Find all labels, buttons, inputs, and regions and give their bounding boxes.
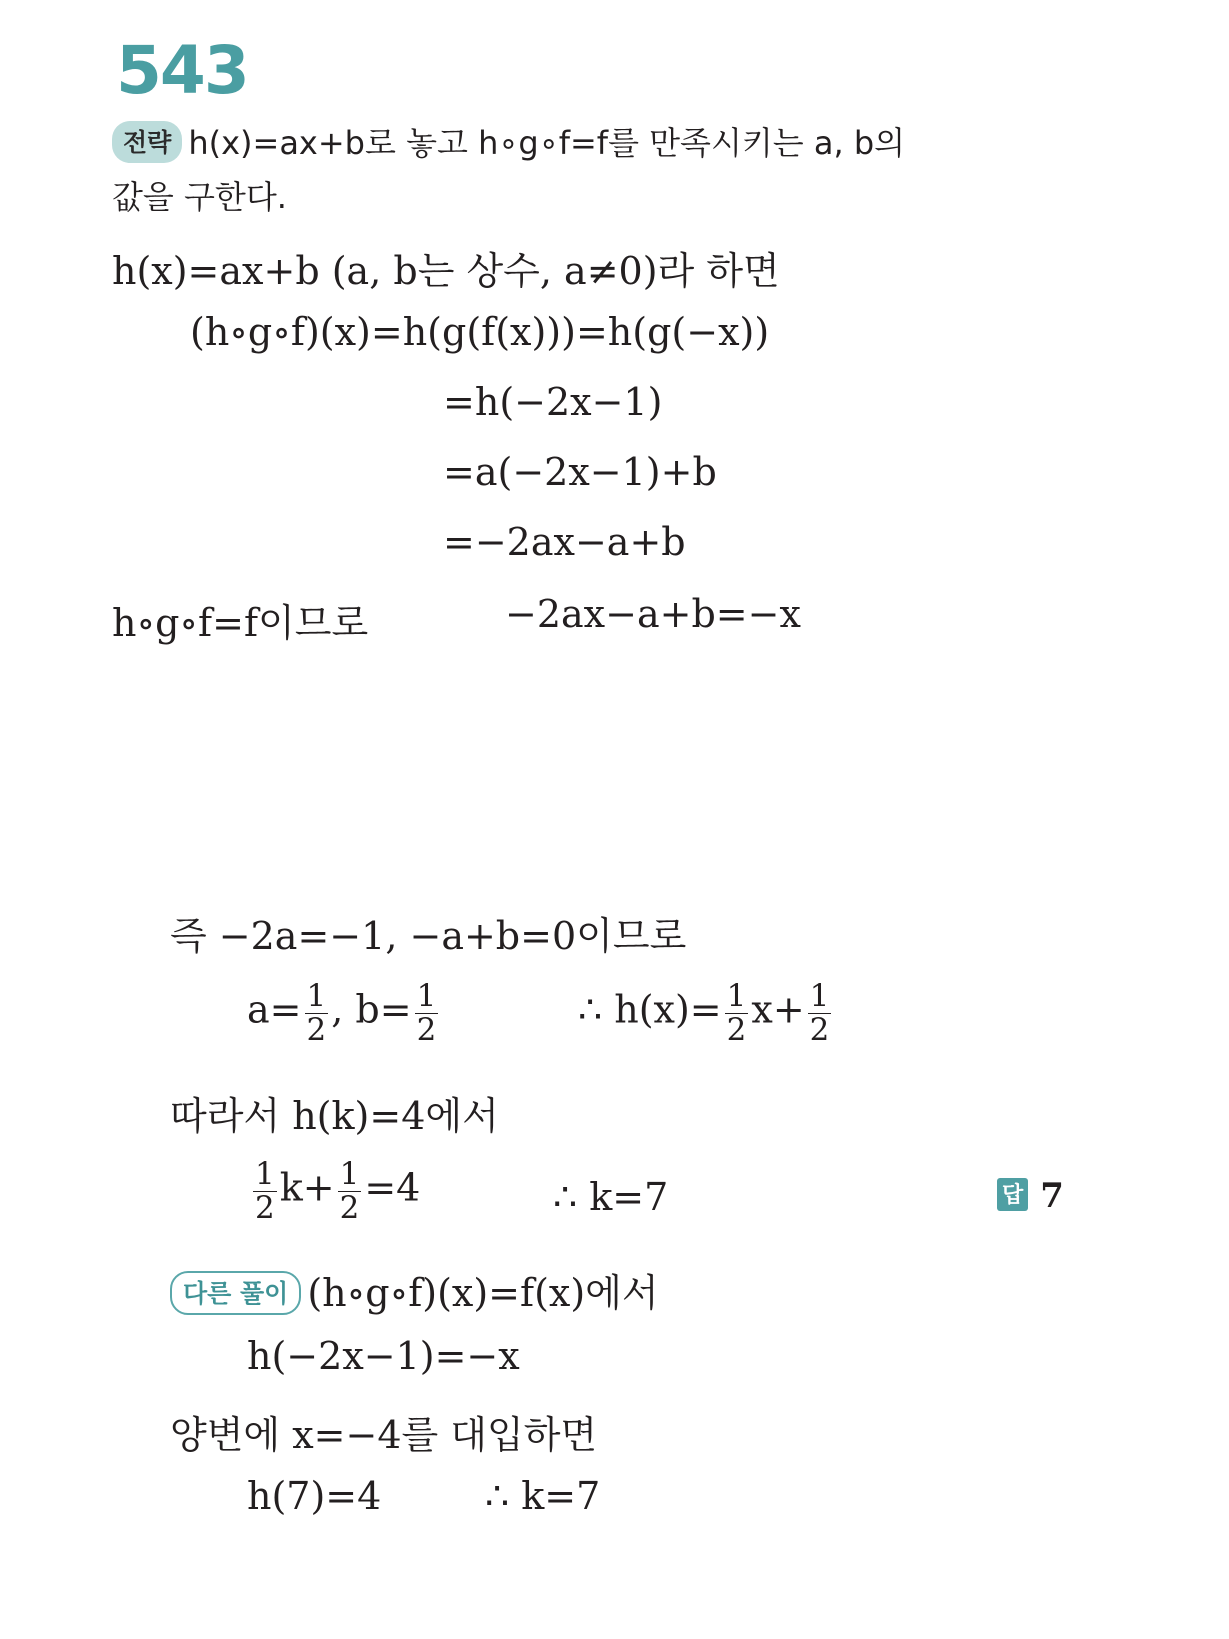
therefore-h: ∴ h(x)= — [578, 987, 722, 1032]
answer-value: 7 — [1040, 1176, 1064, 1216]
fraction-one-half: $\frac{1}{2}$ — [809, 978, 830, 1048]
solution-line-2: (h∘g∘f)(x)=h(g(f(x)))=h(g(−x)) — [190, 310, 770, 354]
solution-line-7: 즉 −2a=−1, −a+b=0이므로 — [170, 914, 687, 958]
solution-line-10-left — [250, 1158, 420, 1224]
solution-line-1: h(x)=ax+b (a, b는 상수, a≠0)라 하면 — [112, 249, 780, 293]
solution-line-10-right: ∴ k=7 — [553, 1175, 669, 1219]
a-equals: a= — [247, 987, 302, 1032]
problem-number: 543 — [116, 32, 248, 109]
k-plus: k+ — [279, 1165, 335, 1210]
alt-solution-badge: 다른 풀이 — [170, 1271, 301, 1315]
solution-line-8-left — [247, 980, 441, 1046]
strategy-text-1: h(x)=ax+b로 놓고 h∘g∘f=f를 만족시키는 a, b의 — [188, 124, 906, 162]
strategy-badge: 전략 — [112, 121, 182, 163]
b-equals: , b= — [331, 987, 412, 1032]
alt-line-3: 양변에 x=−4를 대입하면 — [170, 1413, 598, 1457]
strategy-line-1 — [112, 118, 905, 164]
fraction-one-half: $\frac{1}{2}$ — [339, 1156, 360, 1226]
fraction-one-half: $\frac{1}{2}$ — [255, 1156, 275, 1226]
fraction-one-half: $\frac{1}{2}$ — [416, 978, 437, 1048]
solution-line-6-right: −2ax−a+b=−x — [505, 592, 801, 636]
solution-line-3: =h(−2x−1) — [443, 380, 663, 424]
x-plus: x+ — [751, 987, 805, 1032]
solution-line-5: =−2ax−a+b — [443, 520, 686, 564]
equals-four: =4 — [364, 1165, 421, 1210]
fraction-one-half: $\frac{1}{2}$ — [726, 978, 747, 1048]
strategy-text-2: 값을 구한다. — [112, 178, 287, 216]
alt-line-4-right: ∴ k=7 — [485, 1474, 601, 1518]
solution-line-8-right — [578, 980, 834, 1046]
alt-line-4-left: h(7)=4 — [247, 1474, 382, 1518]
alt-text-1: (h∘g∘f)(x)=f(x)에서 — [307, 1271, 659, 1315]
answer-badge: 답 — [997, 1178, 1028, 1211]
alt-line-2: h(−2x−1)=−x — [247, 1334, 520, 1378]
alt-line-1 — [170, 1262, 659, 1317]
solution-line-4: =a(−2x−1)+b — [443, 450, 717, 494]
solution-line-9: 따라서 h(k)=4에서 — [170, 1094, 499, 1138]
fraction-one-half: $\frac{1}{2}$ — [306, 978, 327, 1048]
solution-line-6-left: h∘g∘f=f이므로 — [112, 601, 369, 645]
answer — [997, 1176, 1064, 1216]
